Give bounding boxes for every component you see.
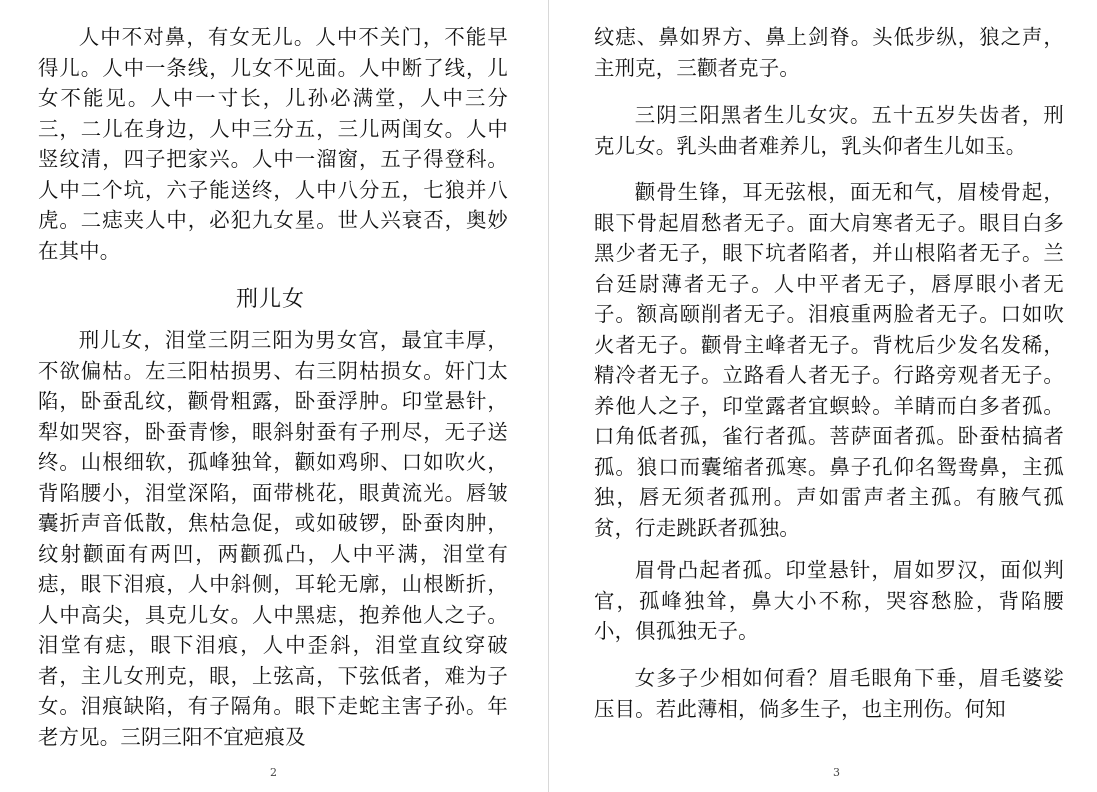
- right-paragraph-1: 纹痣、鼻如界方、鼻上剑脊。头低步纵，狼之声，主刑克，三颧者克子。: [594, 25, 1064, 80]
- left-paragraph-2: 刑儿女，泪堂三阴三阳为男女宫，最宜丰厚，不欲偏枯。左三阳枯损男、右三阴枯损女。奸门太陷，卧蚕乱纹，颧骨粗露，卧蚕浮肿。印堂悬针，犁如哭容，卧蚕青惨，眼斜射蚕有子刑尽，无子送终。山根细软，孤峰独耸，颧如鸡卵、口如吹火，背陷腰小，泪堂深陷，面带桃花，眼黄流光。唇皱囊折声音低散，焦枯急促，或如破锣，卧蚕肉肿，纹射颧面有两凹，两颧孤凸，人中平满，泪堂有痣，眼下泪痕，人中斜侧，耳轮无廓，山根断折，人中高尖，具克儿女。人中黑痣，抱养他人之子。泪堂有痣，眼下泪痕，人中歪斜，泪堂直纹穿破者，主儿女刑克，眼，上弦高，下弦低者，难为子女。泪痕缺陷，有子隔角。眼下走蛇主害子孙。年老方见。三阴三阳不宜疤痕及: [38, 328, 508, 749]
- right-paragraph-3: 颧骨生锋，耳无弦根，面无和气，眉棱骨起，眼下骨起眉愁者无子。面大肩寒者无子。眼目白多黑少者无子，眼下坑者陷者，并山根陷者无子。兰台廷尉薄者无子。人中平者无子，唇厚眼小者无子。额高颐削者无子。泪痕重两脸者无子。口如吹火者无子。颧骨主峰者无子。背枕后少发名发稀，精冷者无子。立路看人者无子。行路旁观者无子。养他人之子，印堂露者宜螟蛉。羊睛而白多者孤。口角低者孤，雀行者孤。菩萨面者孤。卧蚕枯搞者孤。狼口而囊缩者孤寒。鼻子孔仰名鸳鸯鼻，主孤独，唇无须者孤刑。声如雷声者主孤。有腋气孤贫，行走跳跃者孤独。: [594, 180, 1064, 540]
- section-heading: 刑儿女: [236, 287, 306, 312]
- right-paragraph-4: 眉骨凸起者孤。印堂悬针，眉如罗汉，面似判官，孤峰独耸，鼻大小不称，哭容愁脸，背陷腰小，俱孤独无子。: [594, 558, 1064, 643]
- page-number-right: 3: [833, 766, 840, 779]
- page-number-left: 2: [270, 766, 277, 779]
- right-page: [549, 0, 1097, 792]
- left-page: [0, 0, 548, 792]
- left-paragraph-1: 人中不对鼻，有女无儿。人中不关门，不能早得儿。人中一条线，儿女不见面。人中断了线，儿女不能见。人中一寸长，儿孙必满堂，人中三分三，二儿在身边，人中三分五，三儿两闺女。人中竖纹清，四子把家兴。人中一溜窗，五子得登科。人中二个坑，六子能送终，人中八分五，七狼并八虎。二痣夹人中，必犯九女星。世人兴衰否，奥妙在其中。: [38, 25, 508, 263]
- right-paragraph-5: 女多子少相如何看？眉毛眼角下垂，眉毛婆娑压目。若此薄相，倘多生子，也主刑伤。何知: [594, 666, 1064, 721]
- right-paragraph-2: 三阴三阳黑者生儿女灾。五十五岁失齿者，刑克儿女。乳头曲者难养儿，乳头仰者生儿如玉。: [594, 103, 1064, 158]
